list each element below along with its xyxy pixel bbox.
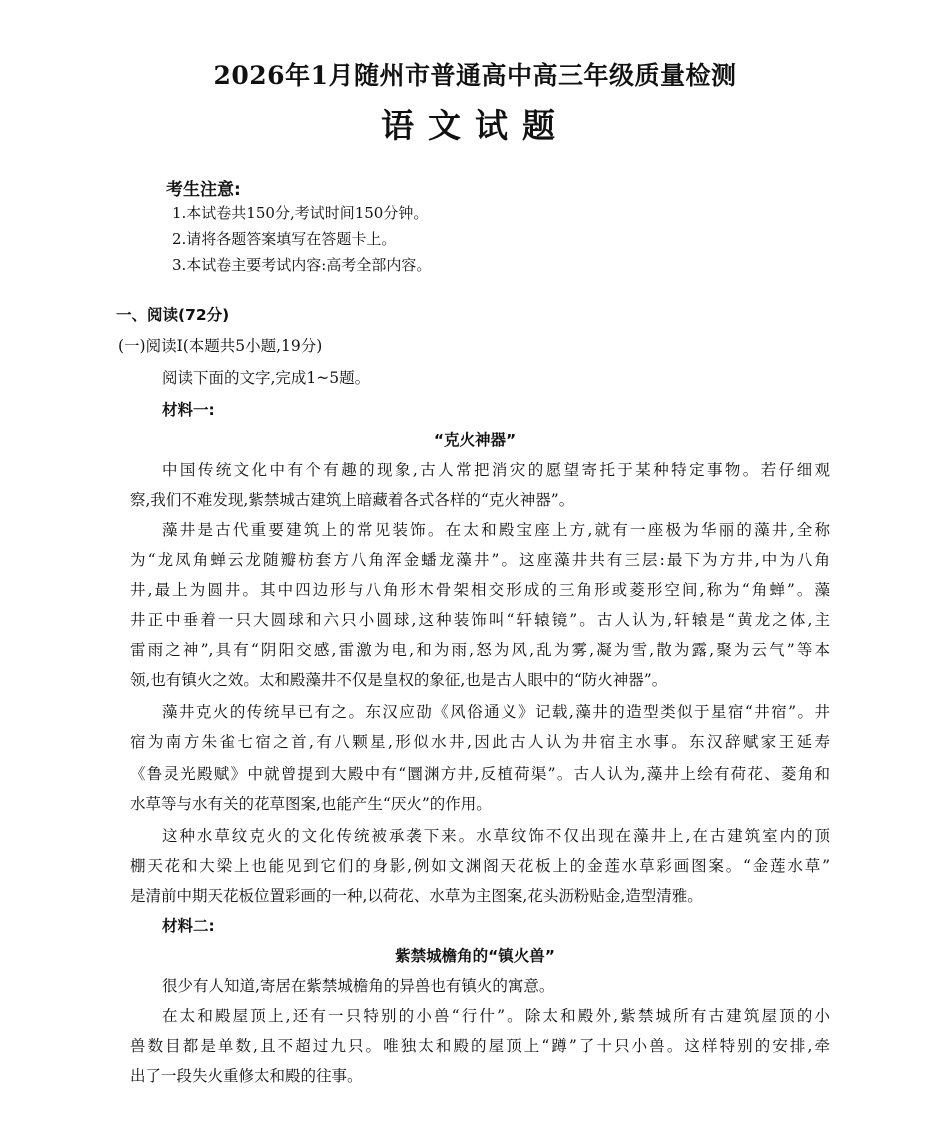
paragraph-line: 藻井是古代重要建筑上的常见装饰。在太和殿宝座上方,就有一座极为华丽的藻井,全称 [162, 521, 830, 539]
paragraph-line: 水草等与水有关的花草图案,也能产生“厌火”的作用。 [130, 795, 492, 813]
notice-item: 3.本试卷主要考试内容:高考全部内容。 [172, 256, 432, 274]
material-two-title: 紫禁城檐角的“镇火兽” [395, 947, 555, 965]
paragraph-line: 中国传统文化中有个有趣的现象,古人常把消灾的愿望寄托于某种特定事物。若仔细观 [162, 461, 830, 479]
material-one-title: “克火神器” [433, 431, 517, 449]
paragraph-line: 藻井克火的传统早已有之。东汉应劭《风俗通义》记载,藻井的造型类似于星宿“井宿”。井 [162, 703, 830, 721]
paragraph-line: 在太和殿屋顶上,还有一只特别的小兽“行什”。除太和殿外,紫禁城所有古建筑屋顶的小 [162, 1007, 830, 1025]
paragraph-line: 为“龙凤角蝉云龙随瓣枋套方八角浑金蟠龙藻井”。这座藻井共有三层:最下为方井,中为八角 [130, 551, 830, 569]
material-two-label: 材料二: [162, 917, 215, 935]
subsection-heading: (一)阅读Ⅰ(本题共5小题,19分) [118, 337, 323, 355]
notice-item: 2.请将各题答案填写在答题卡上。 [172, 230, 397, 248]
subject-title: 语文试题 [381, 106, 569, 145]
reading-instruction: 阅读下面的文字,完成1~5题。 [162, 369, 371, 387]
paragraph-line: 《鲁灵光殿赋》中就曾提到大殿中有“圜渊方井,反植荷渠”。古人认为,藻井上绘有荷花、菱角和 [130, 765, 830, 783]
paragraph-line: 井,最上为圆井。其中四边形与八角形木骨架相交形成的三角形或菱形空间,称为“角蝉”。藻 [130, 581, 830, 599]
paragraph-line: 出了一段失火重修太和殿的往事。 [130, 1067, 363, 1085]
exam-title: 2026年1月随州市普通高中高三年级质量检测 [213, 61, 737, 90]
paragraph-line: 察,我们不难发现,紫禁城古建筑上暗藏着各式各样的“克火神器”。 [130, 491, 575, 509]
paragraph-line: 这种水草纹克火的文化传统被承袭下来。水草纹饰不仅出现在藻井上,在古建筑室内的顶 [162, 827, 830, 845]
paragraph-line: 井正中垂着一只大圆球和六只小圆球,这种装饰叫“轩辕镜”。古人认为,轩辕是“黄龙之体,主 [130, 611, 830, 629]
paragraph-line: 是清前中期天花板位置彩画的一种,以荷花、水草为主图案,花头沥粉贴金,造型清雅。 [130, 887, 703, 905]
paragraph-line: 雷雨之神”,具有“阴阳交感,雷激为电,和为雨,怒为风,乱为雾,凝为雪,散为露,聚为云气”等本 [130, 641, 830, 659]
paragraph-line: 兽数目都是单数,且不超过九只。唯独太和殿的屋顶上“蹲”了十只小兽。这样特别的安排,牵 [130, 1037, 830, 1055]
notice-item: 1.本试卷共150分,考试时间150分钟。 [172, 204, 429, 222]
section-heading-reading: 一、阅读(72分) [116, 306, 230, 324]
notice-heading: 考生注意: [166, 180, 241, 200]
paragraph-line: 很少有人知道,寄居在紫禁城檐角的异兽也有镇火的寓意。 [162, 977, 555, 995]
material-one-label: 材料一: [162, 401, 215, 419]
paragraph-line: 棚天花和大梁上也能见到它们的身影,例如文渊阁天花板上的金莲水草彩画图案。“金莲水草” [130, 857, 830, 875]
paragraph-line: 宿为南方朱雀七宿之首,有八颗星,形似水井,因此古人认为井宿主水事。东汉辞赋家王延寿 [130, 733, 830, 751]
paragraph-line: 领,也有镇火之效。太和殿藻井不仅是皇权的象征,也是古人眼中的“防火神器”。 [130, 671, 668, 689]
